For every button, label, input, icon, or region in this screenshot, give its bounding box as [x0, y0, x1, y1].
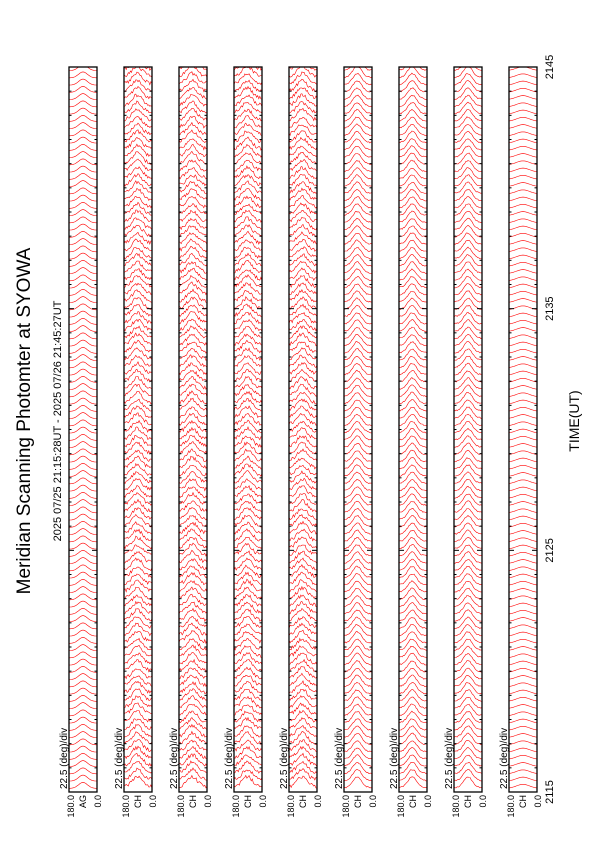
- y-tick-bottom-label: 0.0: [258, 795, 268, 808]
- panel-7: [389, 67, 433, 818]
- panel-4: [224, 67, 268, 818]
- panel-scale-label: 22.5 (deg)/div: [389, 727, 400, 789]
- panel-8: [444, 67, 488, 818]
- channel-label: CH: [353, 795, 363, 808]
- panel-1: [59, 67, 103, 818]
- channel-label: CH: [133, 795, 143, 808]
- panel-scale-label: 22.5 (deg)/div: [279, 727, 290, 789]
- scan-traces: [69, 67, 97, 788]
- scan-traces: [454, 67, 482, 788]
- panel-scale-label: 22.5 (deg)/div: [169, 727, 180, 789]
- channel-label: AG: [78, 795, 88, 809]
- panel-tick-marks: [124, 67, 152, 792]
- scan-traces: [344, 67, 372, 788]
- panel-tick-marks: [509, 67, 537, 792]
- panel-2: [114, 67, 158, 818]
- panel-group: [59, 67, 543, 818]
- panel-frame: [69, 67, 97, 792]
- scan-traces: [179, 67, 207, 788]
- panel-scale-label: 22.5 (deg)/div: [114, 727, 125, 789]
- panel-scale-label: 22.5 (deg)/div: [224, 727, 235, 789]
- y-tick-top-label: 180.0: [396, 795, 406, 818]
- panel-9: [499, 67, 543, 818]
- y-tick-bottom-label: 0.0: [478, 795, 488, 808]
- x-tick-label: 2145: [544, 54, 556, 80]
- chart-subtitle: 2025 07/25 21:15:28UT - 2025 07/26 21:45:27UT: [52, 300, 64, 542]
- panel-scale-label: 22.5 (deg)/div: [59, 727, 70, 789]
- chart-title: Meridian Scanning Photomter at SYOWA: [14, 247, 35, 595]
- channel-label: CH: [463, 795, 473, 808]
- channel-label: CH: [188, 795, 198, 808]
- y-tick-top-label: 180.0: [176, 795, 186, 818]
- channel-label: CH: [298, 795, 308, 808]
- y-tick-top-label: 180.0: [66, 795, 76, 818]
- y-tick-bottom-label: 0.0: [203, 795, 213, 808]
- x-tick-labels: [544, 55, 556, 804]
- panel-frame: [509, 67, 537, 792]
- y-tick-bottom-label: 0.0: [313, 795, 323, 808]
- y-tick-top-label: 180.0: [286, 795, 296, 818]
- x-tick-label: 2125: [544, 538, 556, 563]
- y-tick-bottom-label: 0.0: [148, 795, 158, 808]
- scan-traces: [399, 67, 427, 788]
- x-tick-label: 2135: [544, 296, 556, 321]
- x-tick-label: 2115: [544, 780, 556, 804]
- panel-tick-marks: [69, 67, 97, 792]
- x-axis-label: TIME(UT): [566, 390, 582, 452]
- channel-label: CH: [518, 795, 528, 808]
- panel-scale-label: 22.5 (deg)/div: [444, 727, 455, 789]
- scan-traces: [289, 67, 317, 788]
- panel-frame: [124, 67, 152, 792]
- y-tick-top-label: 180.0: [506, 795, 516, 818]
- panel-6: [334, 67, 378, 818]
- scan-traces: [234, 67, 262, 787]
- y-tick-bottom-label: 0.0: [423, 795, 433, 808]
- panel-scale-label: 22.5 (deg)/div: [499, 727, 510, 789]
- y-tick-top-label: 180.0: [231, 795, 241, 818]
- y-tick-bottom-label: 0.0: [93, 795, 103, 808]
- panel-scale-label: 22.5 (deg)/div: [334, 727, 345, 789]
- y-tick-bottom-label: 0.0: [533, 795, 543, 808]
- y-tick-top-label: 180.0: [451, 795, 461, 818]
- y-tick-bottom-label: 0.0: [368, 795, 378, 808]
- rotated-plot-group: [14, 55, 582, 818]
- y-tick-top-label: 180.0: [121, 795, 131, 818]
- channel-label: CH: [408, 795, 418, 808]
- y-tick-top-label: 180.0: [341, 795, 351, 818]
- channel-label: CH: [243, 795, 253, 808]
- panel-5: [279, 67, 323, 818]
- panel-3: [169, 67, 213, 818]
- scan-traces: [124, 67, 152, 788]
- scan-traces: [509, 67, 537, 788]
